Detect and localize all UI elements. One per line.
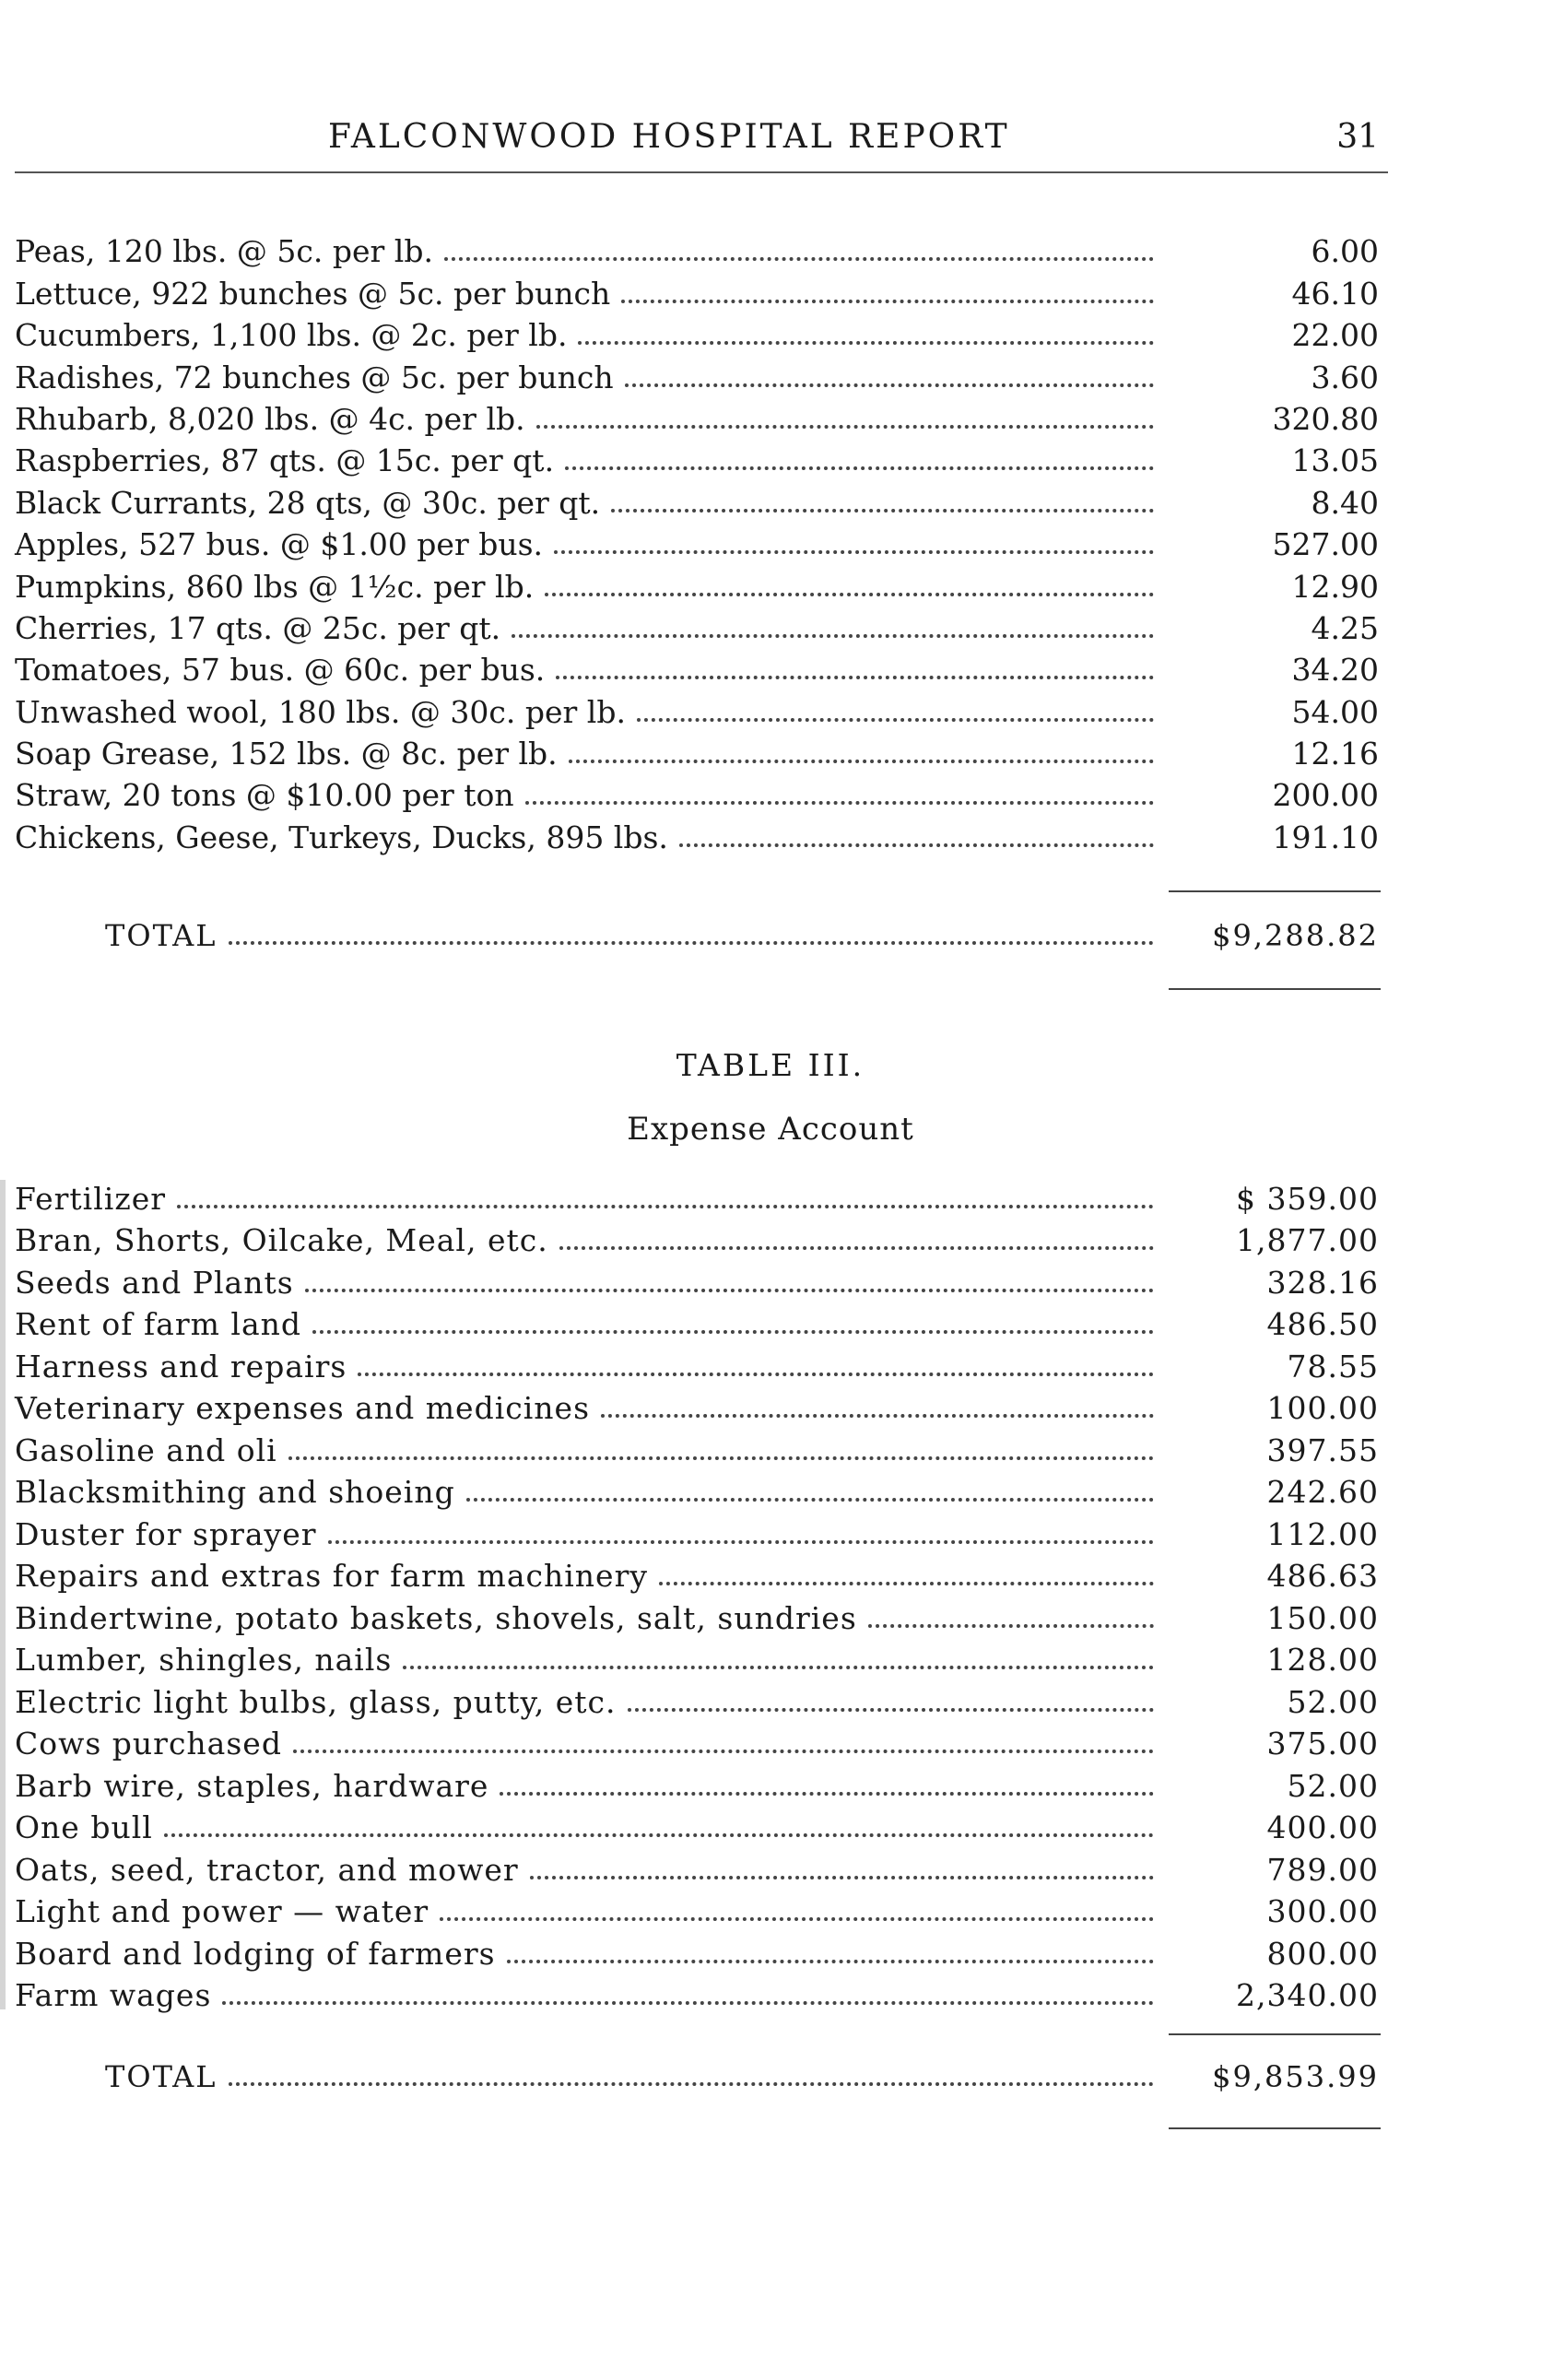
subtotal-rule [1169,2033,1381,2035]
produce-total [15,913,1379,954]
table-title: TABLE III. [676,1047,865,1083]
item-label: Pumpkins, 860 lbs @ 1½c. per lb. [15,568,535,605]
item-label: Seeds and Plants [15,1264,294,1301]
ledger-row [15,1302,1379,1344]
dot-leader [222,1977,1154,2005]
item-amount: 486.63 [1266,1558,1379,1594]
produce-ledger [15,229,1379,856]
item-amount: 486.50 [1266,1306,1379,1342]
dot-leader [525,777,1154,805]
dot-leader [578,317,1154,345]
ledger-row [15,1427,1379,1469]
item-label: Cucumbers, 1,100 lbs. @ 2c. per lb. [15,317,568,354]
ledger-row [15,1511,1379,1553]
item-amount: 52.00 [1287,1683,1379,1720]
total-row [15,2054,1379,2095]
item-amount: 400.00 [1266,1809,1379,1845]
item-amount: 52.00 [1287,1767,1379,1804]
dot-leader [288,1432,1154,1460]
item-amount: 1,877.00 [1236,1222,1379,1258]
item-amount: 242.60 [1266,1474,1379,1510]
page-header [15,118,1379,159]
item-amount: $ 359.00 [1236,1180,1379,1217]
item-amount: 54.00 [1291,693,1379,730]
ledger-row [15,1175,1379,1218]
item-label: Electric light bulbs, glass, putty, etc. [15,1683,617,1720]
ledger-row [15,312,1379,354]
item-label: Apples, 527 bus. @ $1.00 per bus. [15,526,544,563]
ledger-row [15,1595,1379,1637]
item-amount: 300.00 [1266,1893,1379,1929]
dot-leader [868,1600,1154,1628]
ledger-row [15,522,1379,563]
item-label: Black Currants, 28 qts, @ 30c. per qt. [15,484,601,521]
ledger-row [15,1637,1379,1679]
item-amount: 200.00 [1272,777,1379,814]
dot-leader [565,442,1154,470]
item-label: Cows purchased [15,1726,282,1761]
ledger-row [15,1762,1379,1805]
item-label: Tomatoes, 57 bus. @ 60c. per bus. [15,652,546,689]
ledger-row [15,1218,1379,1260]
total-label: TOTAL [105,918,218,954]
item-amount: 100.00 [1266,1390,1379,1426]
item-label: Repairs and extras for farm machinery [15,1558,648,1594]
ledger-row [15,606,1379,647]
ledger-row [15,1343,1379,1385]
item-amount: 34.20 [1291,652,1379,689]
dot-leader [466,1474,1154,1502]
dot-leader [164,1809,1154,1837]
ledger-row [15,479,1379,521]
item-label: Blacksmithing and shoeing [15,1474,455,1510]
dot-leader [328,1516,1154,1544]
ledger-row [15,1889,1379,1931]
dot-leader [556,652,1154,679]
total-amount: $9,288.82 [1212,918,1379,954]
dot-leader [403,1642,1154,1669]
ledger-row [15,1259,1379,1302]
item-label: Barb wire, staples, hardware [15,1767,489,1804]
item-amount: 2,340.00 [1236,1977,1379,2013]
dot-leader [444,233,1154,261]
item-amount: 128.00 [1266,1642,1379,1678]
dot-leader [229,2058,1154,2086]
item-amount: 78.55 [1287,1348,1379,1384]
dot-leader [512,610,1154,638]
item-label: Lumber, shingles, nails [15,1642,393,1678]
ledger-row [15,396,1379,438]
item-amount: 397.55 [1266,1432,1379,1468]
total-amount: $9,853.99 [1212,2059,1379,2095]
dot-leader [679,819,1154,847]
total-rule [1169,2127,1381,2129]
ledger-row [15,1679,1379,1721]
ledger-row [15,1385,1379,1428]
total-rule [1169,988,1381,990]
ledger-row [15,563,1379,605]
item-label: Duster for sprayer [15,1515,317,1552]
item-amount: 320.80 [1272,400,1379,437]
dot-leader [554,526,1154,554]
item-label: Gasoline and oli [15,1432,277,1468]
ledger-row [15,814,1379,855]
item-label: Veterinary expenses and medicines [15,1390,591,1426]
item-amount: 150.00 [1266,1599,1379,1636]
ledger-row [15,270,1379,312]
item-amount: 6.00 [1311,233,1379,270]
dot-leader [559,1222,1154,1250]
ledger-row [15,1805,1379,1847]
item-amount: 328.16 [1266,1264,1379,1301]
dot-leader [659,1558,1154,1585]
dot-leader [312,1306,1154,1334]
item-label: Bindertwine, potato baskets, shovels, salt, sundries [15,1599,857,1636]
item-label: Board and lodging of farmers [15,1935,496,1972]
ledger-row [15,772,1379,814]
ledger-row [15,1721,1379,1763]
item-amount: 527.00 [1272,526,1379,563]
dot-leader [621,276,1154,303]
dot-leader [625,359,1154,387]
dot-leader [536,401,1154,429]
report-title: FALCONWOOD HOSPITAL REPORT [328,118,1010,156]
item-amount: 4.25 [1311,609,1379,646]
dot-leader [545,569,1154,596]
dot-leader [440,1893,1154,1921]
item-label: One bull [15,1809,153,1845]
ledger-row [15,354,1379,395]
table-subtitle: Expense Account [627,1111,914,1148]
item-label: Harness and repairs [15,1348,347,1384]
total-label: TOTAL [105,2059,218,2095]
item-label: Lettuce, 922 bunches @ 5c. per bunch [15,275,611,312]
ledger-row [15,1553,1379,1596]
item-label: Fertilizer [15,1180,167,1217]
item-label: Soap Grease, 152 lbs. @ 8c. per lb. [15,736,558,772]
item-label: Cherries, 17 qts. @ 25c. per qt. [15,609,501,646]
item-amount: 12.16 [1291,736,1379,772]
item-amount: 375.00 [1266,1726,1379,1761]
dot-leader [569,736,1154,763]
header-rule [15,171,1388,173]
expense-total [15,2054,1379,2095]
item-label: Radishes, 72 bunches @ 5c. per bunch [15,359,614,395]
total-row [15,913,1379,954]
item-amount: 46.10 [1291,275,1379,312]
ledger-row [15,438,1379,479]
dot-leader [500,1768,1154,1796]
item-amount: 3.60 [1311,359,1379,395]
ledger-row [15,731,1379,772]
ledger-row [15,689,1379,730]
ledger-row [15,647,1379,689]
dot-leader [601,1390,1154,1418]
item-amount: 800.00 [1266,1935,1379,1972]
dot-leader [628,1684,1154,1712]
item-label: Unwashed wool, 180 lbs. @ 30c. per lb. [15,693,626,730]
item-amount: 13.05 [1291,442,1379,479]
expense-ledger [15,1175,1379,2014]
dot-leader [229,917,1154,945]
subtotal-rule [1169,890,1381,892]
item-amount: 789.00 [1266,1851,1379,1888]
ledger-row [15,1846,1379,1889]
item-label: Chickens, Geese, Turkeys, Ducks, 895 lbs. [15,819,668,855]
dot-leader [611,485,1154,513]
binding-shadow [0,1180,6,2009]
ledger-row [15,1930,1379,1973]
item-label: Oats, seed, tractor, and mower [15,1851,519,1888]
ledger-row [15,1973,1379,2015]
dot-leader [305,1265,1154,1292]
ledger-row [15,1469,1379,1512]
item-label: Straw, 20 tons @ $10.00 per ton [15,777,514,814]
item-amount: 8.40 [1311,484,1379,521]
dot-leader [637,694,1154,722]
item-amount: 12.90 [1291,568,1379,605]
dot-leader [507,1936,1154,1963]
item-amount: 112.00 [1266,1515,1379,1552]
item-amount: 22.00 [1291,317,1379,354]
ledger-row [15,229,1379,270]
page-number: 31 [1336,118,1379,156]
dot-leader [177,1181,1154,1208]
item-label: Light and power — water [15,1893,429,1929]
dot-leader [358,1349,1154,1376]
item-label: Farm wages [15,1977,212,2013]
item-label: Bran, Shorts, Oilcake, Meal, etc. [15,1222,548,1258]
item-label: Rhubarb, 8,020 lbs. @ 4c. per lb. [15,400,525,437]
dot-leader [293,1726,1154,1753]
item-label: Rent of farm land [15,1306,302,1342]
item-label: Peas, 120 lbs. @ 5c. per lb. [15,233,433,270]
dot-leader [530,1852,1154,1879]
item-label: Raspberries, 87 qts. @ 15c. per qt. [15,442,555,479]
item-amount: 191.10 [1272,819,1379,855]
